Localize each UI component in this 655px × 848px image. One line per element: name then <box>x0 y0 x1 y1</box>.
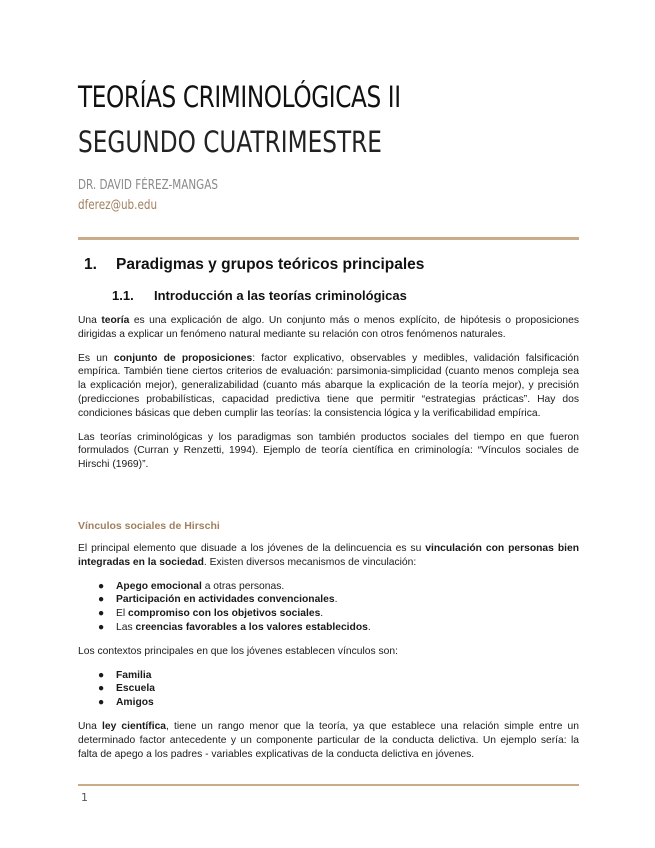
page-number: 1 <box>81 791 88 804</box>
section-heading <box>84 256 424 274</box>
text-run: , tiene un rango menor que la teoría, ya que establece una relación simple entre un determinado factor antecedente y un componente particular de la conducta delictiva. Un ejemplo sería: la falta de apego a los padres - variables explicativas de la conducta delictiva en jóvenes. <box>78 720 579 760</box>
list-item <box>78 696 579 710</box>
bold-term: teoría <box>101 315 130 326</box>
list-item <box>78 669 579 683</box>
bold-term: conjunto de proposiciones <box>113 352 253 364</box>
list-item <box>78 593 579 607</box>
subsection-title: Introducción a las teorías criminológicas <box>154 288 407 303</box>
list-item <box>78 621 579 635</box>
bold-term: creencias favorables a los valores establecidos <box>135 621 368 633</box>
text-run: Es un <box>78 352 114 364</box>
bullet-icon: ● <box>98 608 105 620</box>
bullet-icon: ● <box>98 697 105 709</box>
author-name: DR. DAVID FÉREZ-MANGAS <box>78 178 218 193</box>
text-run: El principal elemento que disuade a los jóvenes de la delincuencia es su <box>78 542 426 554</box>
bullet-icon: ● <box>98 580 105 592</box>
header-divider <box>78 237 579 240</box>
text-run: . <box>367 621 371 633</box>
text-run: Las <box>116 621 136 633</box>
document-title: TEORÍAS CRIMINOLÓGICAS II <box>78 80 401 114</box>
subheading-hirschi: Vínculos sociales de Hirschi <box>78 519 220 532</box>
text-run: a otras personas. <box>201 580 285 592</box>
contexts-list <box>78 669 579 710</box>
subsection-number: 1.1. <box>112 288 134 303</box>
bullet-icon: ● <box>98 594 105 606</box>
text-run: : factor explicativo, observables y medibles, validación falsificación empírica. También tiene ciertos criterios de evaluación: parsimonia-simplicidad (cuanto menos compleja sea la explicación mejor), generalizabilidad (cuanto más abarque la explicación de la teoría mejor), y precisión (predicciones probabilísticas, capacidad predictiva tiene que permitir “estrategias prácticas”. Hay dos condiciones básicas que deben cumplir las teorías: la consistencia lógica y la verificabilidad empírica. <box>78 352 579 419</box>
text-run: . Existen diversos mecanismos de vinculación: <box>203 556 417 568</box>
text-run: Una <box>78 720 102 732</box>
section-number: 1. <box>84 256 97 273</box>
paragraph-propositions <box>78 352 579 421</box>
text-run: El <box>116 608 129 620</box>
bold-term: Participación en actividades convencionales <box>116 594 335 606</box>
paragraph-social-products: Las teorías criminológicas y los paradigmas son también productos sociales del tiempo en que fueron formulados (Curran y Renzetti, 1994). Ejemplo de teoría científica en criminología: “Vínculos sociales de Hirschi (1969)”. <box>78 431 579 471</box>
text-run: Una <box>78 315 102 326</box>
document-subtitle: SEGUNDO CUATRIMESTRE <box>78 125 382 159</box>
bold-term: compromiso con los objetivos sociales <box>128 608 321 620</box>
author-email: dferez@ub.edu <box>78 198 158 213</box>
body-content <box>78 314 579 771</box>
bond-mechanisms-list <box>78 580 579 635</box>
bold-term: Escuela <box>116 683 155 695</box>
paragraph-scientific-law <box>78 720 579 761</box>
paragraph-contexts: Los contextos principales en que los jóvenes establecen vínculos son: <box>78 645 398 657</box>
list-item <box>78 607 579 621</box>
bold-term: Familia <box>116 669 152 681</box>
paragraph-theory <box>78 314 579 342</box>
footer-divider <box>78 784 579 786</box>
bold-term: Apego emocional <box>116 580 202 592</box>
subsection-heading <box>112 288 407 303</box>
text-run: . <box>334 594 338 606</box>
bold-term: Amigos <box>116 697 154 709</box>
section-title: Paradigmas y grupos teóricos principales <box>116 256 425 273</box>
list-item <box>78 682 579 696</box>
bold-term: ley científica <box>101 720 167 732</box>
paragraph-hirschi <box>78 542 579 570</box>
bullet-icon: ● <box>98 683 105 695</box>
bullet-icon: ● <box>98 621 105 633</box>
bullet-icon: ● <box>98 669 105 681</box>
bold-term: vinculación con personas bien integradas en la sociedad <box>78 542 579 568</box>
list-item <box>78 580 579 594</box>
text-run: es una explicación de algo. Un conjunto más o menos explícito, de hipótesis o proposiciones dirigidas a explicar un fenómeno natural mediante su relación con otros fenómenos naturales. <box>78 315 579 340</box>
text-run: . <box>320 608 324 620</box>
document-page <box>78 0 579 848</box>
spacer <box>78 482 579 504</box>
